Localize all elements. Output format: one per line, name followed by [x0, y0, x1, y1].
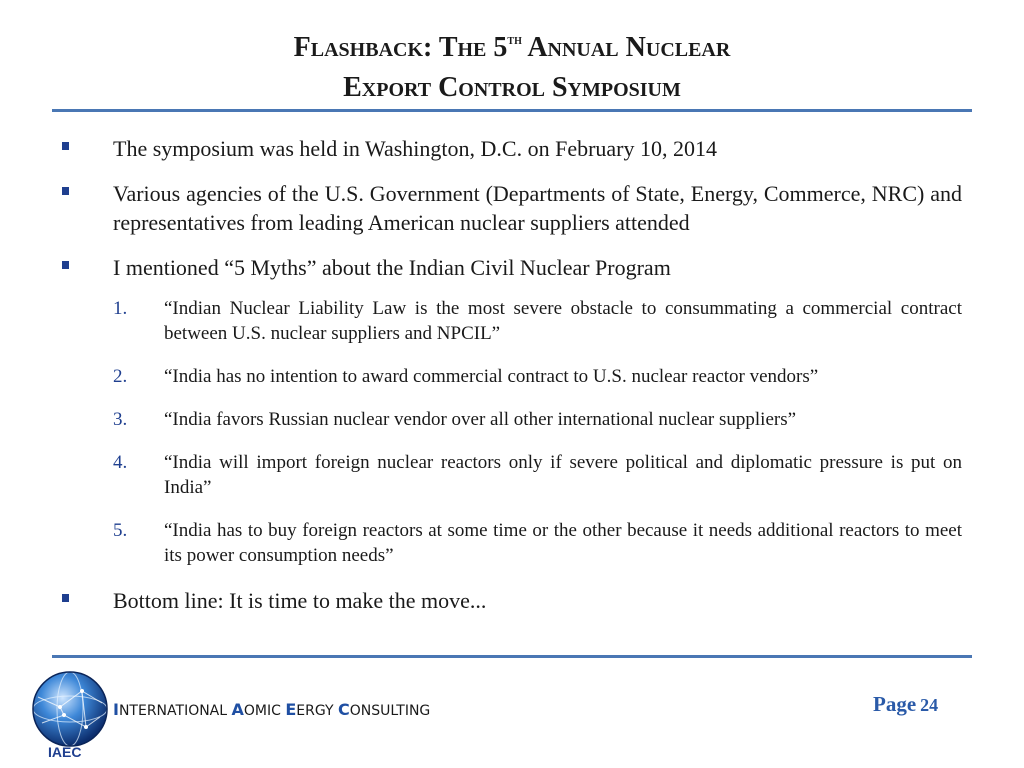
myth-text: “India will import foreign nuclear reactors only if severe political and diplomatic pressure is put on India”	[164, 452, 962, 498]
company-initial-c: C	[338, 700, 350, 719]
myth-item	[62, 518, 962, 568]
company-word-2: OMIC	[243, 703, 286, 719]
square-bullet-icon	[62, 261, 69, 269]
bullet-text: Bottom line: It is time to make the move...	[113, 588, 487, 613]
page-label: Page	[873, 692, 917, 716]
header-divider	[52, 109, 972, 112]
page-number-value: 24	[920, 695, 939, 715]
bullet-text: I mentioned “5 Myths” about the Indian Civil Nuclear Program	[113, 255, 671, 280]
bullet-text: The symposium was held in Washington, D.C. on February 10, 2014	[113, 136, 718, 161]
company-word-4: ONSULTING	[349, 703, 431, 719]
title-superscript: th	[507, 33, 522, 48]
myth-number: 3.	[113, 409, 128, 430]
square-bullet-icon	[62, 594, 69, 602]
bullet-item	[62, 134, 962, 163]
logo-abbreviation: IAEC	[48, 744, 82, 760]
slide-title	[0, 28, 1024, 108]
myth-item	[62, 407, 962, 432]
square-bullet-icon	[62, 142, 69, 150]
myth-item	[62, 450, 962, 500]
myth-number: 1.	[113, 298, 128, 319]
myth-item	[62, 296, 962, 346]
myths-list	[62, 296, 962, 568]
myth-number: 5.	[113, 520, 128, 541]
title-part-1: Flashback: The 5	[293, 32, 508, 63]
bullet-item	[62, 253, 962, 282]
myth-text: “India has to buy foreign reactors at some time or the other because it needs additional reactors to meet its power consumption needs”	[164, 520, 962, 566]
company-name	[113, 700, 430, 719]
company-initial-e: E	[285, 700, 297, 719]
company-word-3: ERGY	[296, 703, 339, 719]
myth-text: “Indian Nuclear Liability Law is the most severe obstacle to consummating a commercial contract between U.S. nuclear suppliers and NPCIL”	[164, 298, 962, 344]
title-line-1	[0, 28, 1024, 68]
myth-item	[62, 364, 962, 389]
footer-divider	[52, 655, 972, 658]
myth-number: 4.	[113, 452, 128, 473]
myth-text: “India has no intention to award commercial contract to U.S. nuclear reactor vendors”	[164, 366, 819, 387]
company-word-1: NTERNATIONAL	[118, 703, 232, 719]
company-initial-a: A	[231, 700, 244, 719]
square-bullet-icon	[62, 187, 69, 195]
slide-body	[62, 134, 962, 631]
title-line-2: Export Control Symposium	[343, 72, 681, 103]
myth-number: 2.	[113, 366, 128, 387]
title-part-2: Annual Nuclear	[521, 32, 731, 63]
company-initial-i: I	[113, 700, 119, 719]
bullet-text: Various agencies of the U.S. Government (Departments of State, Energy, Commerce, NRC) and representatives from leading American nuclear suppliers attended	[113, 181, 962, 235]
bullet-item-bottom-line	[62, 586, 962, 615]
page-number	[873, 692, 938, 717]
bullet-item	[62, 179, 962, 237]
myth-text: “India favors Russian nuclear vendor over all other international nuclear suppliers”	[164, 409, 797, 430]
globe-logo-icon	[30, 669, 110, 749]
